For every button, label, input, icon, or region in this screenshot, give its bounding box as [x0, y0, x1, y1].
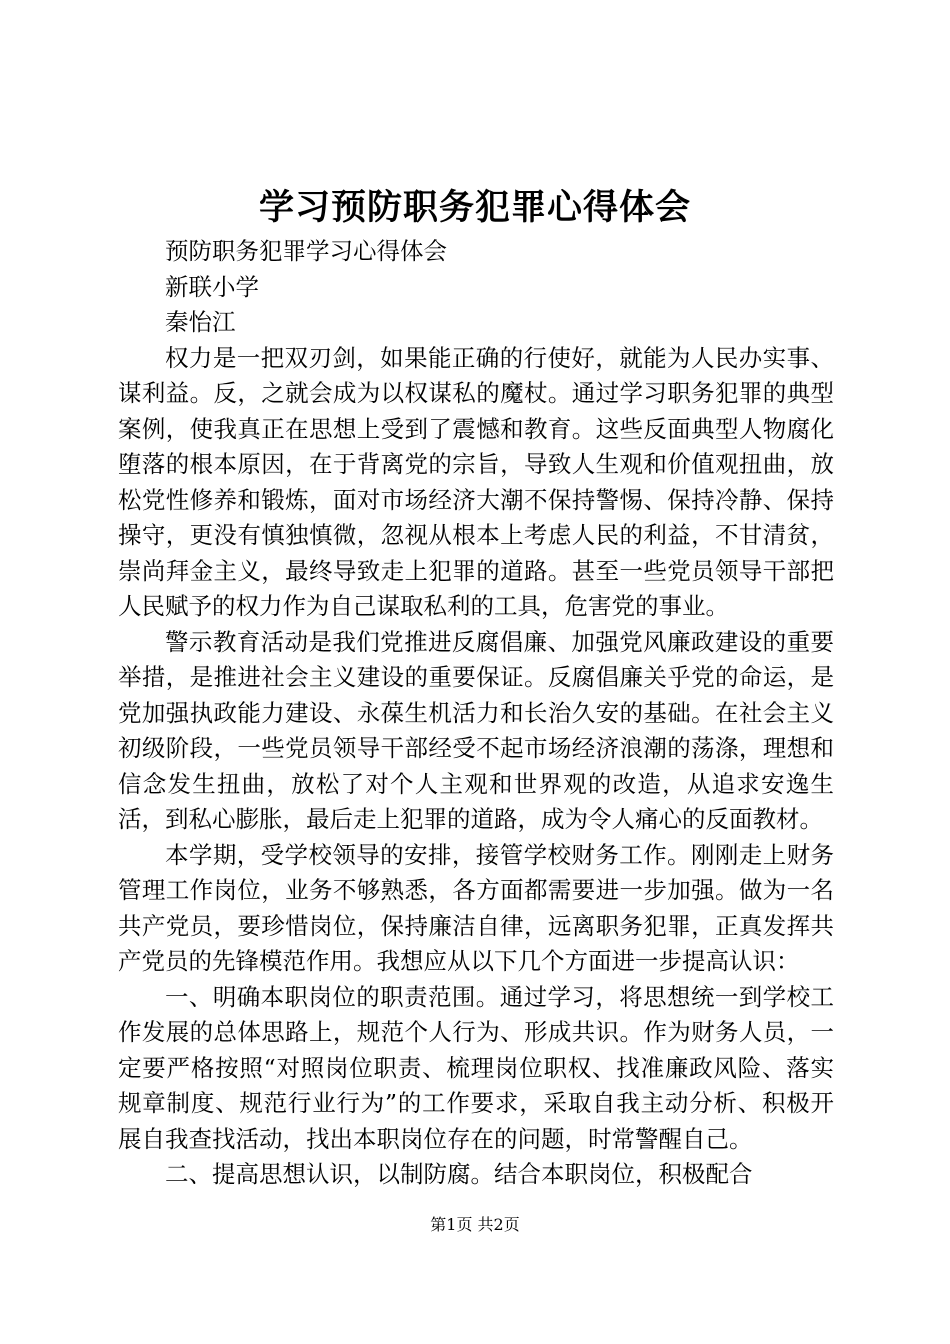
- paragraph: 本学期，受学校领导的安排，接管学校财务工作。刚刚走上财务管理工作岗位，业务不够熟悉，各方面都需要进一步加强。做为一名共产党员，要珍惜岗位，保持廉洁自律，远离职务犯罪，正真发挥共产党员的先锋模范作用。我想应从以下几个方面进一步提高认识：: [118, 840, 834, 975]
- page-footer: 第1页 共2页: [430, 1215, 520, 1234]
- document-body: [118, 234, 834, 1193]
- school-line: 新联小学: [165, 272, 259, 301]
- document-title: 学习预防职务犯罪心得体会: [258, 187, 691, 228]
- paragraph: 警示教育活动是我们党推进反腐倡廉、加强党风廉政建设的重要举措，是推进社会主义建设的重要保证。反腐倡廉关乎党的命运，是党加强执政能力建设、永葆生机活力和长治久安的基础。在社会主义初级阶段，一些党员领导干部经受不起市场经济浪潮的荡涤，理想和信念发生扭曲，放松了对个人主观和世界观的改造，从追求安逸生活，到私心膨胀，最后走上犯罪的道路，成为令人痛心的反面教材。: [118, 627, 834, 833]
- subtitle-line: 预防职务犯罪学习心得体会: [165, 237, 447, 265]
- author-line: 秦怡江: [165, 308, 236, 336]
- paragraph: 一、明确本职岗位的职责范围。通过学习，将思想统一到学校工作发展的总体思路上，规范个人行为、形成共识。作为财务人员，一定要严格按照“对照岗位职责、梳理岗位职权、找准廉政风险、落实规章制度、规范行业行为”的工作要求，采取自我主动分析、积极开展自我查找活动，找出本职岗位存在的问题，时常警醒自己。: [118, 982, 834, 1153]
- paragraph: 权力是一把双刃剑，如果能正确的行使好，就能为人民办实事、谋利益。反，之就会成为以权谋私的魔杖。通过学习职务犯罪的典型案例，使我真正在思想上受到了震憾和教育。这些反面典型人物腐化堕落的根本原因，在于背离党的宗旨，导致人生观和价值观扭曲，放松党性修养和锻炼，面对市场经济大潮不保持警惕、保持冷静、保持操守，更没有慎独慎微，忽视从根本上考虑人民的利益，不甘清贫，崇尚拜金主义，最终导致走上犯罪的道路。甚至一些党员领导干部把人民赋予的权力作为自己谋取私利的工具，危害党的事业。: [118, 343, 834, 620]
- paragraph: 二、提高思想认识，以制防腐。结合本职岗位，积极配合: [165, 1160, 753, 1188]
